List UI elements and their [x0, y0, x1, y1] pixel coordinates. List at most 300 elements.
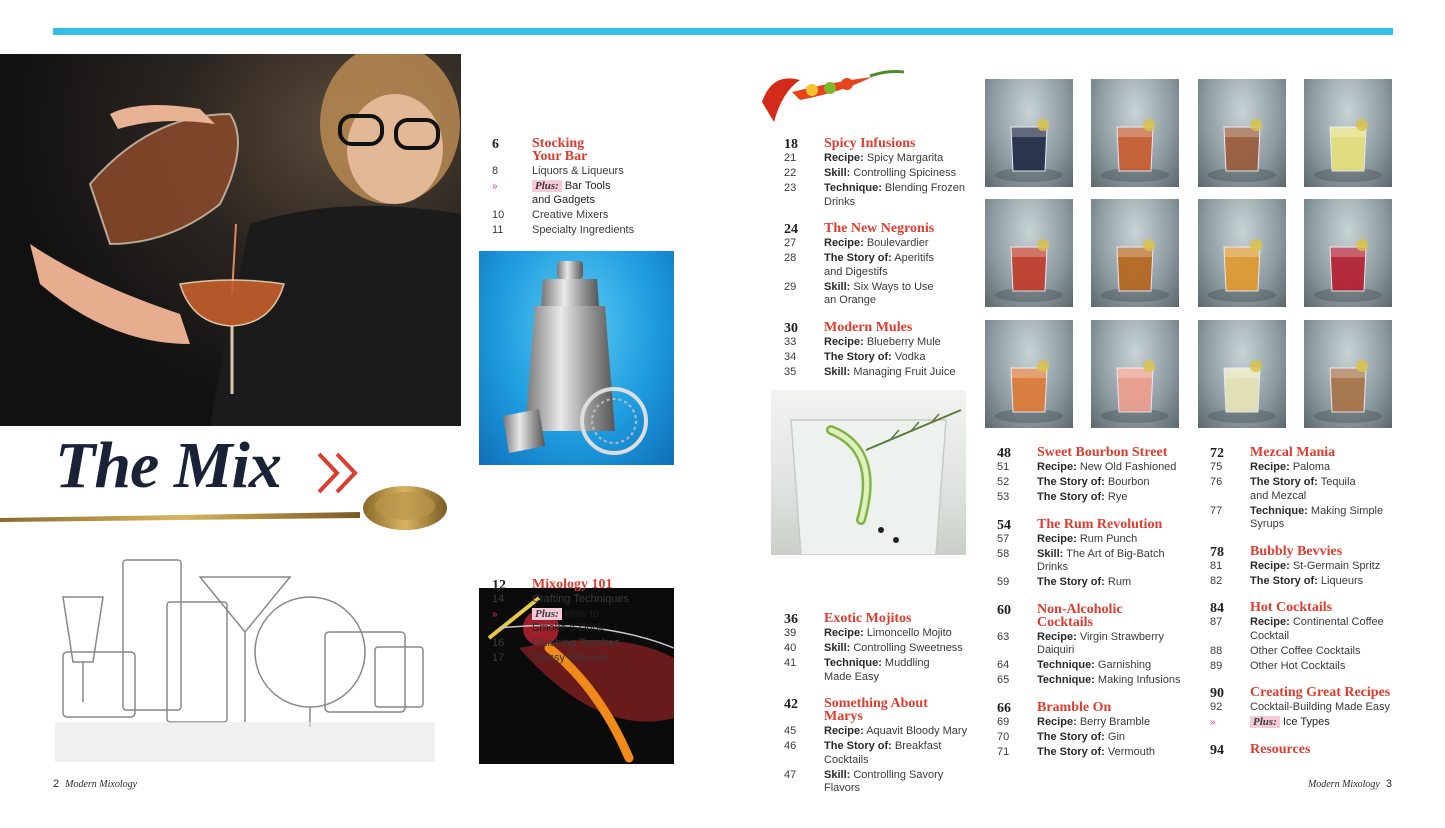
entry-kind-label: The Story of: [824, 252, 892, 264]
page-number-right: 3 [1385, 778, 1392, 790]
spread-title: The Mix [55, 429, 281, 502]
toc-section-header[interactable] [492, 136, 697, 163]
toc-entry[interactable] [492, 165, 697, 179]
toc-column-1 [492, 136, 697, 664]
entry-text [532, 608, 697, 635]
entry-text [824, 627, 989, 641]
entry-page-number: 46 [784, 740, 797, 752]
entry-text-line: Vermouth [1107, 745, 1155, 758]
toc-section [784, 320, 989, 380]
section-title[interactable] [1250, 742, 1420, 756]
entry-page-number: 40 [784, 642, 797, 654]
section-title-line: The Rum Revolution [1037, 516, 1163, 532]
toc-section-header[interactable] [784, 221, 989, 235]
entry-text [1250, 560, 1420, 574]
entry-kind-label: Recipe: [1250, 616, 1290, 628]
toc-column-3 [997, 445, 1202, 765]
entry-text-line: Cocktail [1250, 629, 1290, 642]
bartender-pouring-photo [0, 54, 461, 426]
toc-section-header[interactable] [492, 577, 697, 591]
section-page-number: 6 [492, 137, 499, 152]
toc-entry[interactable] [784, 725, 989, 739]
entry-text-line: Drinks [1037, 561, 1069, 573]
cocktail-photo-bloody-mary-celery [985, 199, 1073, 307]
entry-text [1037, 659, 1202, 673]
toc-section [1210, 544, 1420, 589]
entry-text [1250, 716, 1420, 730]
entry-text-line: Aquavit Bloody Mary [866, 725, 968, 737]
entry-page-number: 22 [784, 167, 797, 179]
entry-text-line: Spicy Margarita [866, 152, 944, 164]
cocktail-photo-amber-rocks-orange-peel [1091, 199, 1179, 307]
entry-page-number: 63 [997, 630, 1010, 643]
toc-entry[interactable] [784, 657, 989, 684]
toc-entry[interactable] [784, 351, 989, 365]
toc-section-header[interactable] [1210, 544, 1420, 558]
toc-entry[interactable] [492, 593, 697, 607]
toc-entry[interactable] [784, 152, 989, 166]
entry-page-number: 21 [784, 152, 797, 164]
section-title[interactable] [824, 696, 989, 723]
toc-entry[interactable] [997, 746, 1202, 760]
entry-text-line: Liquors & Liqueurs [532, 165, 624, 177]
section-page-number: 24 [784, 222, 798, 237]
entry-text-line: Paloma [1292, 461, 1331, 473]
section-title-line: Your Bar [532, 149, 588, 164]
toc-section [1210, 685, 1420, 730]
entry-text-line: Smoke a Drink [532, 621, 605, 634]
section-title-line: Spicy Infusions [824, 136, 916, 151]
cocktail-photo-blue-white-tumbler [985, 79, 1073, 187]
cocktail-photo-orange-tiki-glass [1198, 199, 1286, 307]
entry-text [1250, 461, 1420, 475]
entry-kind-label: Skill: [824, 365, 851, 378]
entry-text-line: Vodka [894, 350, 926, 363]
toc-entry[interactable] [784, 769, 989, 796]
entry-text-line: an Orange [824, 294, 876, 306]
section-title-line: Cocktails [1037, 614, 1093, 630]
entry-page-number: 10 [492, 208, 505, 221]
entry-text [1037, 731, 1202, 745]
entry-page-number: 41 [784, 657, 797, 669]
section-page-number: 54 [997, 517, 1011, 533]
entry-text-line: How to [564, 608, 600, 620]
section-title-line: Mezcal Mania [1250, 445, 1336, 460]
entry-page-number: 35 [784, 365, 797, 378]
toc-section [1210, 742, 1420, 756]
toc-section-header[interactable] [784, 320, 989, 334]
toc-entry[interactable] [1210, 461, 1420, 475]
entry-kind-label: Recipe: [824, 627, 864, 639]
toc-section-header[interactable] [1210, 685, 1420, 699]
toc-section-header[interactable] [997, 602, 1202, 629]
entry-page-number: 92 [1210, 701, 1223, 713]
toc-entry[interactable] [784, 366, 989, 380]
entry-text-line: Crafting Techniques [532, 593, 630, 605]
toc-section [997, 517, 1202, 590]
toc-section [784, 696, 989, 796]
plus-label: Plus: [532, 608, 562, 620]
section-title[interactable] [824, 611, 989, 625]
toc-section [1210, 445, 1420, 532]
entry-text [824, 336, 989, 350]
entry-text-line: and Mezcal [1250, 489, 1307, 502]
entry-kind-label: The Story of: [824, 740, 892, 752]
section-title[interactable] [824, 221, 989, 235]
toc-section-header[interactable] [784, 136, 989, 150]
entry-text [824, 237, 989, 251]
footer-right [1302, 778, 1392, 790]
toc-section-header[interactable] [784, 696, 989, 723]
toc-entry[interactable] [997, 548, 1202, 575]
entry-page-number: 69 [997, 715, 1010, 728]
toc-entry[interactable] [784, 252, 989, 279]
entry-kind-label: Recipe: [824, 152, 864, 164]
toc-section [997, 445, 1202, 505]
entry-page-number: 28 [784, 252, 797, 264]
toc-section-header[interactable] [1210, 600, 1420, 614]
entry-page-number: 64 [997, 659, 1010, 671]
entry-text [824, 167, 989, 181]
toc-entry[interactable] [1210, 660, 1420, 674]
cocktail-photo-copper-mule-mug [1198, 79, 1286, 187]
toc-entry[interactable] [997, 631, 1202, 658]
toc-entry[interactable] [997, 491, 1202, 505]
entry-page-number: 82 [1210, 574, 1223, 587]
entry-page-number: » [492, 609, 498, 620]
entry-kind-label: Recipe: [1250, 461, 1290, 473]
entry-page-number: » [1210, 717, 1216, 728]
toc-section [784, 221, 989, 308]
toc-entry[interactable] [492, 608, 697, 635]
entry-text-line: Creative Mixers [532, 208, 609, 221]
entry-page-number: 47 [784, 768, 797, 781]
entry-text-line: New Old Fashioned [1079, 461, 1177, 473]
entry-page-number: 14 [492, 593, 505, 605]
toc-entry[interactable] [784, 281, 989, 308]
entry-text [824, 657, 989, 684]
toc-entry[interactable] [492, 180, 697, 207]
entry-text-line: Tequila [1320, 476, 1356, 488]
entry-text [1037, 533, 1202, 547]
toc-entry[interactable] [784, 182, 989, 209]
toc-entry[interactable] [997, 674, 1202, 688]
plus-label: Plus: [1250, 716, 1280, 728]
toc-entry[interactable] [1210, 645, 1420, 659]
section-page-number: 94 [1210, 742, 1224, 758]
entry-page-number: 88 [1210, 644, 1223, 657]
entry-text-line: Liqueurs [1320, 574, 1364, 587]
entry-kind-label: The Story of: [1250, 476, 1318, 488]
entry-text-line: Controlling Spiciness [853, 167, 957, 179]
entry-text-line: Blending Frozen [884, 182, 966, 194]
entry-text-line: The Art of Big-Batch [1066, 547, 1165, 560]
entry-text-line: Blueberry Mule [866, 335, 941, 348]
entry-kind-label: The Story of: [1037, 491, 1105, 503]
toc-entry[interactable] [997, 533, 1202, 547]
entry-kind-label: Technique: [1250, 504, 1308, 517]
entry-kind-label: Skill: [824, 768, 851, 781]
cocktail-photo-coffee-cream-mug [1304, 320, 1392, 428]
section-title-line: Bubbly Bevvies [1250, 543, 1343, 559]
section-title[interactable] [1037, 602, 1202, 629]
entry-text [1037, 576, 1202, 590]
section-page-number: 48 [997, 446, 1011, 461]
plus-label: Plus: [532, 180, 562, 192]
entry-text-line: Bourbon [1107, 476, 1150, 488]
entry-text [532, 593, 697, 607]
entry-kind-label: The Story of: [1037, 730, 1105, 743]
entry-text [824, 740, 989, 767]
toc-section-header[interactable] [997, 445, 1202, 459]
entry-text [1037, 746, 1202, 760]
entry-kind-label: Technique: [824, 657, 882, 669]
entry-text [1250, 701, 1420, 715]
toc-entry[interactable] [784, 237, 989, 251]
entry-text-line: Continental Coffee [1292, 616, 1384, 628]
entry-kind-label: Recipe: [1037, 461, 1077, 473]
entry-text [1250, 476, 1420, 503]
toc-entry[interactable] [1210, 716, 1420, 730]
entry-text-line: Syrups [1250, 518, 1285, 530]
section-title-line: Sweet Bourbon Street [1037, 445, 1168, 460]
entry-text-line: and Gadgets [532, 193, 595, 206]
cocktail-photo-old-fashioned-cut-glass [1091, 79, 1179, 187]
cocktail-photo-pink-grapefruit-rocks [1091, 320, 1179, 428]
toc-entry[interactable] [784, 336, 989, 350]
entry-text [1037, 716, 1202, 730]
entry-text-line: Muddling [884, 657, 930, 669]
section-title[interactable] [532, 136, 697, 163]
entry-kind-label: The Story of: [824, 350, 892, 363]
cocktail-photo-layered-sunset-rocks [985, 320, 1073, 428]
entry-text-line: Breakfast [894, 740, 942, 752]
entry-text [824, 182, 989, 209]
entry-text-line: Other Coffee Cocktails [1250, 644, 1361, 657]
section-title[interactable] [824, 320, 989, 334]
cocktail-photo-pale-coupe-flower [1198, 320, 1286, 428]
entry-text-line: Classy Glasses [532, 651, 608, 664]
entry-text-line: Drinks [824, 195, 856, 208]
entry-text-line: Six Ways to Use [853, 280, 934, 293]
section-title[interactable] [1250, 544, 1420, 558]
entry-text-line: Garnishing [1097, 659, 1152, 671]
entry-page-number: 58 [997, 547, 1010, 560]
toc-section [784, 136, 989, 209]
section-title[interactable] [532, 577, 697, 591]
entry-text [824, 152, 989, 166]
entry-kind-label: Recipe: [1037, 532, 1077, 545]
entry-page-number: 87 [1210, 616, 1223, 628]
entry-text [824, 642, 989, 656]
toc-entry[interactable] [997, 659, 1202, 673]
entry-text [1037, 491, 1202, 505]
entry-kind-label: Recipe: [824, 335, 864, 348]
entry-kind-label: Technique: [1037, 659, 1095, 671]
entry-page-number: 39 [784, 627, 797, 639]
entry-text-line: Ice Types [1282, 716, 1330, 728]
entry-text [1250, 660, 1420, 674]
entry-text-line: Made Easy [824, 670, 880, 683]
toc-entry[interactable] [784, 740, 989, 767]
section-page-number: 60 [997, 602, 1011, 618]
entry-text-line: Managing Fruit Juice [853, 365, 956, 378]
entry-page-number: 53 [997, 491, 1010, 503]
entry-text [1037, 461, 1202, 475]
entry-text [1250, 616, 1420, 643]
toc-entry[interactable] [997, 476, 1202, 490]
entry-text [532, 180, 697, 207]
entry-kind-label: Skill: [824, 167, 851, 179]
entry-text [824, 725, 989, 739]
toc-entry[interactable] [492, 209, 697, 223]
toc-entry[interactable] [997, 716, 1202, 730]
section-page-number: 90 [1210, 686, 1224, 701]
toc-entry[interactable] [1210, 701, 1420, 715]
entry-page-number: 27 [784, 237, 797, 249]
toc-entry[interactable] [1210, 560, 1420, 574]
entry-text [532, 209, 697, 223]
section-title-line: Resources [1250, 741, 1311, 757]
entry-text-line: Other Hot Cocktails [1250, 659, 1346, 672]
magazine-name-right: Modern Mixology [1307, 779, 1380, 790]
toc-entry[interactable] [492, 637, 697, 651]
entry-text-line: Controlling Savory [853, 768, 944, 781]
section-title[interactable] [824, 136, 989, 150]
section-title[interactable] [1037, 517, 1202, 531]
entry-page-number: 23 [784, 182, 797, 194]
toc-entry[interactable] [1210, 505, 1420, 532]
section-title[interactable] [1250, 685, 1420, 699]
entry-page-number: 33 [784, 335, 797, 348]
entry-text-line: Flavors [824, 782, 861, 794]
entry-kind-label: Recipe: [1037, 715, 1077, 728]
toc-entry[interactable] [784, 627, 989, 641]
entry-text-line: Daiquiri [1037, 644, 1075, 656]
section-page-number: 78 [1210, 544, 1224, 560]
entry-kind-label: The Story of: [1037, 745, 1105, 758]
entry-text [824, 351, 989, 365]
toc-column-2 [784, 136, 989, 794]
section-title-line: The New Negronis [824, 221, 935, 236]
entry-text [532, 637, 697, 651]
toc-entry[interactable] [997, 731, 1202, 745]
entry-text-line: Bar Tools [564, 180, 611, 192]
section-title-line: Something About [824, 696, 928, 711]
section-title-line: Non-Alcoholic [1037, 601, 1123, 617]
entry-text-line: Cocktail-Building Made Easy [1250, 701, 1391, 713]
toc-section [492, 136, 697, 237]
entry-page-number: 34 [784, 350, 797, 363]
section-page-number: 84 [1210, 601, 1224, 616]
footer-left [53, 778, 143, 790]
section-page-number: 42 [784, 697, 798, 712]
toc-section-header[interactable] [784, 611, 989, 625]
toc-entry[interactable] [492, 652, 697, 666]
entry-kind-label: Skill: [824, 642, 851, 654]
entry-text-line: Limoncello Mojito [866, 627, 952, 639]
entry-kind-label: Recipe: [1250, 559, 1290, 572]
entry-text [1037, 476, 1202, 490]
entry-text-line: Making Infusions [1097, 674, 1181, 686]
toc-entry[interactable] [1210, 575, 1420, 589]
toc-section [997, 700, 1202, 760]
toc-section [492, 577, 697, 665]
entry-page-number: 89 [1210, 659, 1223, 672]
entry-page-number: 8 [492, 165, 499, 177]
entry-text-line: Cocktails [824, 753, 869, 766]
toc-section-header[interactable] [1210, 742, 1420, 756]
section-title[interactable] [1250, 445, 1420, 459]
entry-text-line: Controlling Sweetness [853, 642, 963, 654]
entry-kind-label: The Story of: [1250, 574, 1318, 587]
section-title[interactable] [1037, 445, 1202, 459]
glassware-photo [55, 552, 435, 762]
magazine-name-left: Modern Mixology [65, 779, 138, 790]
toc-entry[interactable] [1210, 616, 1420, 643]
entry-kind-label: Skill: [1037, 547, 1064, 560]
entry-page-number: 57 [997, 532, 1010, 545]
section-title-line: Hot Cocktails [1250, 600, 1333, 615]
section-title[interactable] [1037, 700, 1202, 714]
section-page-number: 66 [997, 700, 1011, 716]
entry-kind-label: Recipe: [824, 725, 864, 737]
entry-page-number: 65 [997, 674, 1010, 686]
toc-entry[interactable] [997, 461, 1202, 475]
entry-page-number: 70 [997, 730, 1010, 743]
entry-kind-label: Recipe: [824, 237, 864, 249]
entry-text-line: Making Simple [1310, 504, 1384, 517]
toc-section-header[interactable] [997, 700, 1202, 714]
toc-section-header[interactable] [997, 517, 1202, 531]
toc-entry[interactable] [492, 224, 697, 238]
entry-text [824, 769, 989, 796]
cocktail-photo-lemon-highball [1304, 79, 1392, 187]
section-page-number: 72 [1210, 446, 1224, 461]
toc-entry[interactable] [1210, 476, 1420, 503]
entry-text-line: Aperitifs [894, 252, 935, 264]
toc-section [784, 611, 989, 684]
entry-kind-label: Technique: [1037, 674, 1095, 686]
toc-column-4 [1210, 445, 1420, 765]
entry-text [1250, 645, 1420, 659]
section-page-number: 36 [784, 612, 798, 627]
section-page-number: 18 [784, 137, 798, 152]
entry-text [1250, 505, 1420, 532]
entry-page-number: 29 [784, 280, 797, 293]
toc-entry[interactable] [784, 167, 989, 181]
section-title[interactable] [1250, 600, 1420, 614]
entry-text-line: Rum [1107, 576, 1132, 588]
entry-text [1037, 631, 1202, 658]
entry-text [1037, 548, 1202, 575]
entry-kind-label: Technique: [824, 182, 882, 194]
section-title-line: Stocking [532, 136, 585, 151]
chili-peppers-photo [752, 62, 912, 126]
section-title-line: Mixology 101 [532, 577, 613, 592]
entry-text [824, 252, 989, 279]
entry-kind-label: Skill: [824, 280, 851, 293]
toc-section-header[interactable] [1210, 445, 1420, 459]
toc-entry[interactable] [784, 642, 989, 656]
section-title-line: Creating Great Recipes [1250, 685, 1391, 700]
entry-text-line: St-Germain Spritz [1292, 559, 1381, 572]
section-title-line: Modern Mules [824, 319, 913, 335]
entry-text-line: Gin [1107, 730, 1126, 743]
entry-page-number: 17 [492, 651, 505, 664]
entry-kind-label: Recipe: [1037, 630, 1077, 643]
toc-entry[interactable] [997, 576, 1202, 590]
